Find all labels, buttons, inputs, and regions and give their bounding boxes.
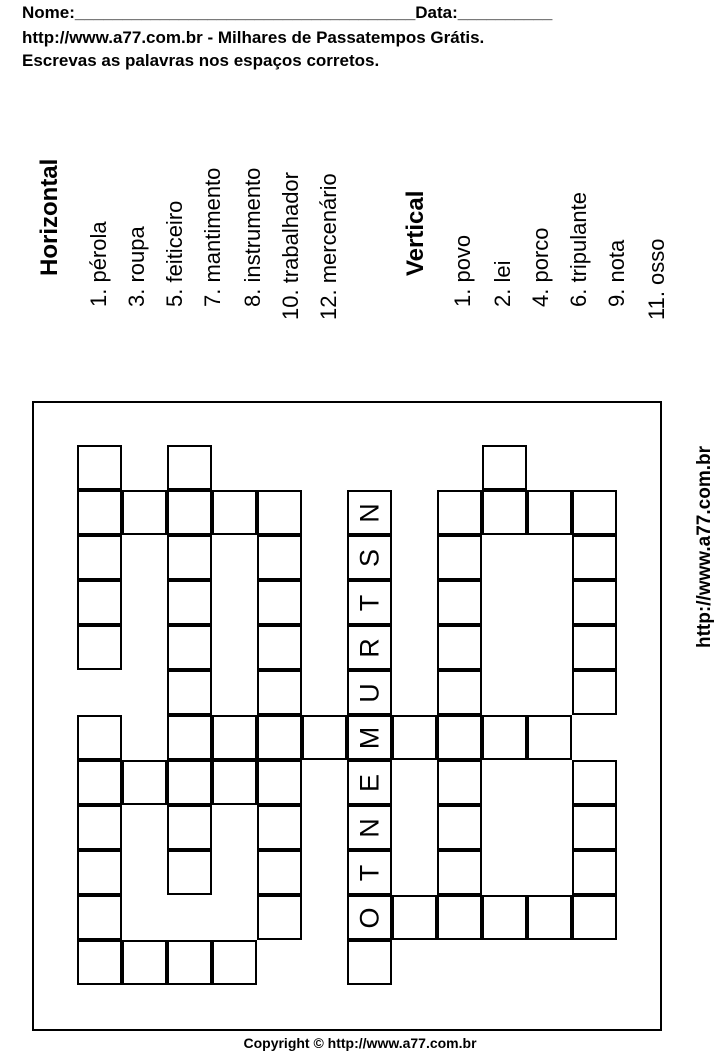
- horizontal-clue: 10. trabalhador: [278, 172, 303, 320]
- grid-cell[interactable]: [257, 805, 302, 850]
- grid-cell[interactable]: [437, 580, 482, 625]
- grid-cell[interactable]: [392, 895, 437, 940]
- vertical-clue: 2. lei: [490, 260, 515, 307]
- grid-cell[interactable]: [257, 580, 302, 625]
- grid-cell[interactable]: [257, 895, 302, 940]
- grid-cell[interactable]: [77, 940, 122, 985]
- cell-letter: O: [354, 906, 384, 929]
- grid-cell[interactable]: [77, 805, 122, 850]
- instructions: Escrevas as palavras nos espaços corretos.: [22, 51, 380, 70]
- vertical-clue: 1. povo: [450, 234, 475, 307]
- cell-letter: R: [354, 637, 384, 658]
- grid-cell[interactable]: [392, 715, 437, 760]
- horizontal-clue: 7. mantimento: [200, 167, 225, 307]
- horizontal-clue: 3. roupa: [124, 226, 149, 307]
- grid-cell[interactable]: [167, 940, 212, 985]
- grid-cell[interactable]: [527, 490, 572, 535]
- grid-cell[interactable]: [122, 940, 167, 985]
- grid-cell[interactable]: [77, 760, 122, 805]
- grid-cell[interactable]: [212, 940, 257, 985]
- grid-cell[interactable]: [122, 490, 167, 535]
- cell-letter: E: [354, 773, 384, 792]
- grid-cell[interactable]: [572, 580, 617, 625]
- grid-cell[interactable]: [572, 895, 617, 940]
- grid-cell[interactable]: [527, 715, 572, 760]
- side-url: http://www.a77.com.br: [694, 446, 715, 648]
- grid-cell[interactable]: [212, 715, 257, 760]
- grid-cell[interactable]: [437, 850, 482, 895]
- grid-cell[interactable]: [167, 535, 212, 580]
- grid-cell[interactable]: [437, 535, 482, 580]
- grid-cell[interactable]: [77, 445, 122, 490]
- grid-cell[interactable]: [77, 535, 122, 580]
- grid-cell[interactable]: [167, 805, 212, 850]
- site-line: http://www.a77.com.br - Milhares de Passatempos Grátis.: [22, 28, 485, 47]
- grid-cell[interactable]: [167, 670, 212, 715]
- vertical-clue: 6. tripulante: [566, 192, 591, 307]
- name-date-line: [22, 3, 552, 23]
- cell-letter: N: [354, 817, 384, 838]
- grid-cell[interactable]: [482, 715, 527, 760]
- grid-cell[interactable]: [347, 625, 392, 670]
- grid-cell[interactable]: [572, 850, 617, 895]
- grid-cell[interactable]: [257, 850, 302, 895]
- grid-cell[interactable]: [77, 850, 122, 895]
- grid-cell[interactable]: [347, 715, 392, 760]
- copyright-footer: Copyright © http://www.a77.com.br: [243, 1035, 477, 1051]
- horizontal-title: Horizontal: [36, 158, 63, 276]
- grid-cell[interactable]: [122, 760, 167, 805]
- grid-cell[interactable]: [257, 715, 302, 760]
- name-label: Nome:: [22, 3, 75, 22]
- grid-cell[interactable]: [167, 580, 212, 625]
- vertical-title: Vertical: [402, 190, 429, 276]
- grid-cell[interactable]: [347, 940, 392, 985]
- date-blank: __________: [457, 3, 553, 22]
- vertical-clue: 11. osso: [644, 238, 669, 320]
- grid-cell[interactable]: [347, 760, 392, 805]
- grid-cell[interactable]: [437, 625, 482, 670]
- grid-cell[interactable]: [347, 580, 392, 625]
- grid-cell[interactable]: [167, 850, 212, 895]
- grid-cell[interactable]: [347, 895, 392, 940]
- grid-cell[interactable]: [347, 805, 392, 850]
- grid-cell[interactable]: [437, 805, 482, 850]
- horizontal-clue: 8. instrumento: [240, 167, 265, 307]
- grid-cell[interactable]: [77, 625, 122, 670]
- date-label: Data:: [415, 3, 458, 22]
- cell-letter: M: [354, 726, 384, 749]
- grid-cell[interactable]: [257, 670, 302, 715]
- grid-cell[interactable]: [257, 535, 302, 580]
- grid-cell[interactable]: [257, 490, 302, 535]
- grid-cell[interactable]: [77, 895, 122, 940]
- vertical-clue: 4. porco: [528, 227, 553, 307]
- grid-cell[interactable]: [572, 535, 617, 580]
- vertical-clue: 9. nota: [604, 239, 629, 307]
- grid-cell[interactable]: [482, 895, 527, 940]
- grid-cell[interactable]: [572, 490, 617, 535]
- grid-cell[interactable]: [347, 490, 392, 535]
- grid-cell[interactable]: [212, 490, 257, 535]
- grid-cell[interactable]: [437, 670, 482, 715]
- grid-cell[interactable]: [482, 445, 527, 490]
- grid-cell[interactable]: [302, 715, 347, 760]
- cell-letter: U: [354, 682, 384, 703]
- cell-letter: N: [354, 502, 384, 523]
- grid-cell[interactable]: [347, 535, 392, 580]
- cell-letter: T: [354, 594, 384, 611]
- name-blank: ____________________________________: [74, 3, 416, 22]
- horizontal-clue: 1. pérola: [86, 221, 111, 307]
- grid-cell[interactable]: [437, 490, 482, 535]
- grid-cell[interactable]: [257, 625, 302, 670]
- grid-cell[interactable]: [212, 760, 257, 805]
- cell-letter: S: [354, 548, 384, 567]
- grid-cell[interactable]: [77, 490, 122, 535]
- grid-cell[interactable]: [347, 670, 392, 715]
- grid-cell[interactable]: [437, 760, 482, 805]
- grid-cell[interactable]: [482, 490, 527, 535]
- grid-cell[interactable]: [167, 625, 212, 670]
- grid-cell[interactable]: [257, 760, 302, 805]
- grid-cell[interactable]: [167, 445, 212, 490]
- grid-cell[interactable]: [77, 580, 122, 625]
- grid-cell[interactable]: [572, 805, 617, 850]
- grid-cell[interactable]: [572, 670, 617, 715]
- grid-cell[interactable]: [572, 625, 617, 670]
- grid-cell[interactable]: [167, 760, 212, 805]
- grid-cell[interactable]: [167, 490, 212, 535]
- grid-cell[interactable]: [77, 715, 122, 760]
- grid-cell[interactable]: [437, 715, 482, 760]
- grid-cell[interactable]: [527, 895, 572, 940]
- cell-letter: T: [354, 864, 384, 881]
- horizontal-clue: 5. feiticeiro: [162, 200, 187, 307]
- horizontal-clue: 12. mercenário: [316, 173, 341, 320]
- grid-cell[interactable]: [437, 895, 482, 940]
- grid-cell[interactable]: [167, 715, 212, 760]
- grid-cell[interactable]: [347, 850, 392, 895]
- grid-cell[interactable]: [572, 760, 617, 805]
